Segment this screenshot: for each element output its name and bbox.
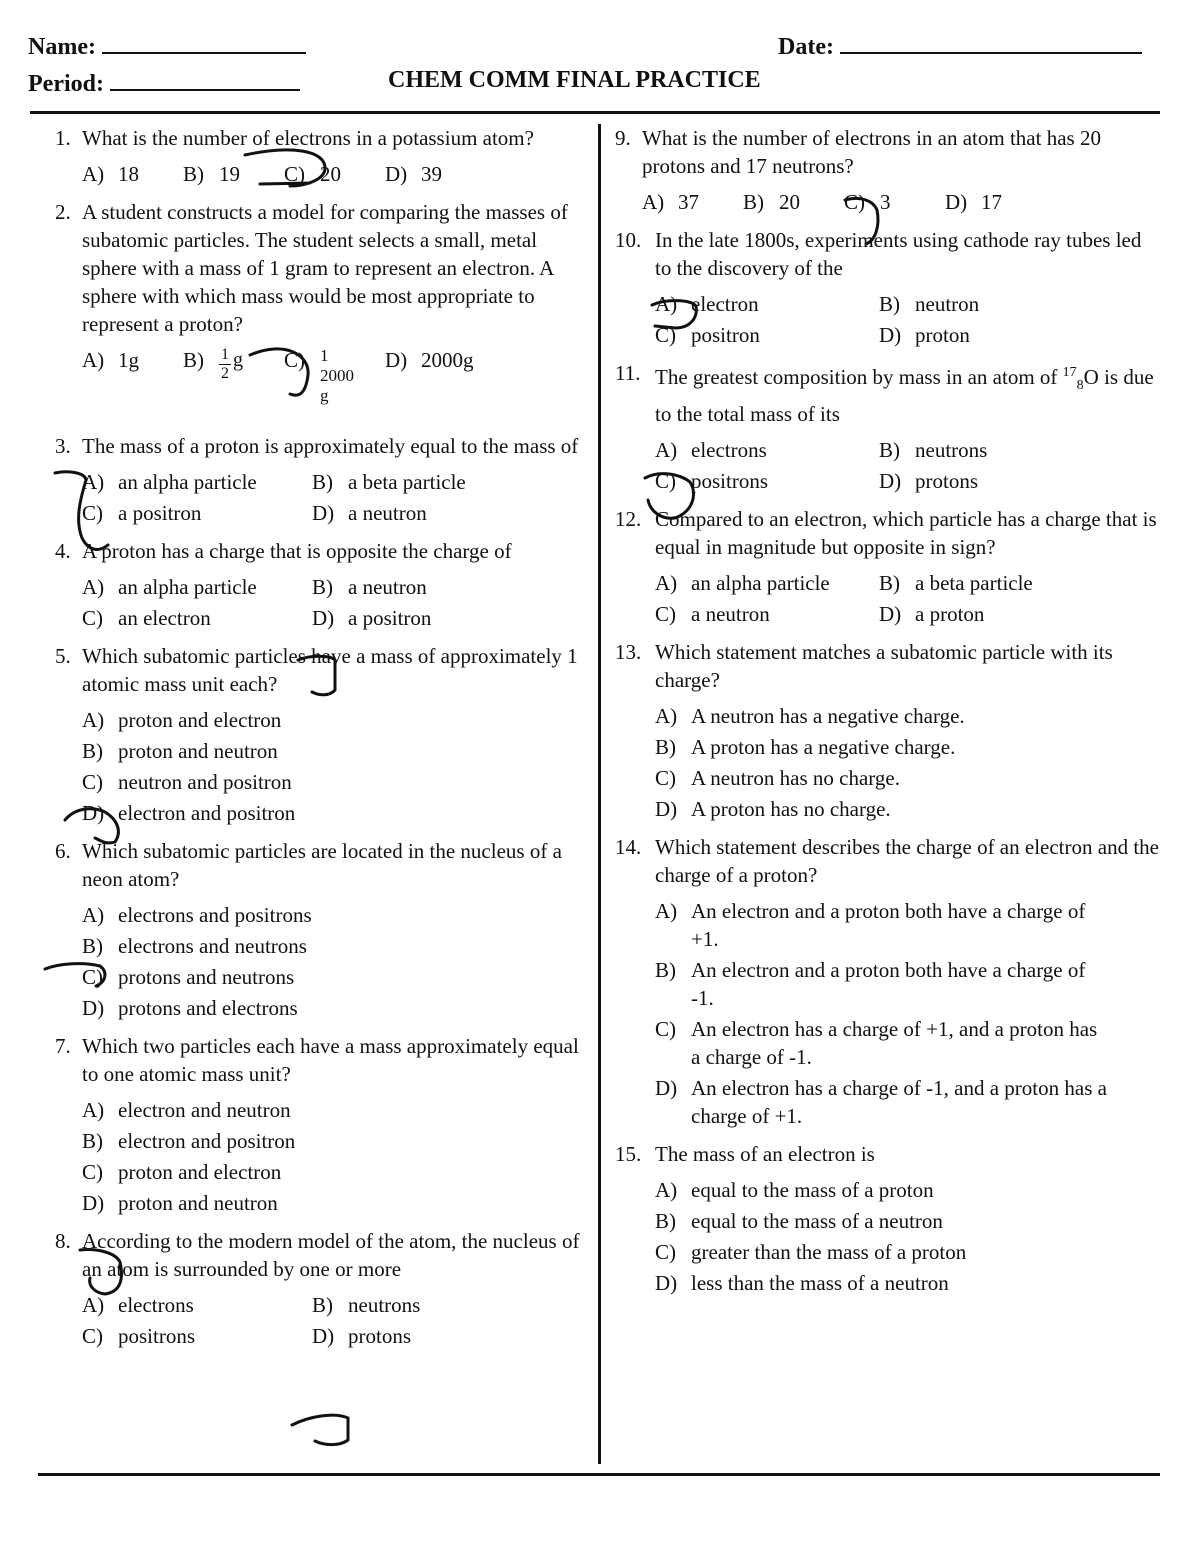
- option-text: a neutron: [691, 602, 770, 627]
- option-b[interactable]: [312, 468, 542, 496]
- option-text: electrons: [691, 438, 767, 463]
- option-letter: C): [655, 1017, 676, 1042]
- option-letter: A): [655, 571, 678, 596]
- option-text: 37: [678, 190, 699, 214]
- option-letter: B): [82, 1129, 103, 1153]
- option-text: proton and neutron: [118, 1191, 278, 1215]
- option-letter: A): [82, 1293, 105, 1317]
- option-letter: D): [312, 1324, 335, 1348]
- option-letter: B): [655, 1209, 676, 1234]
- question-number: 12.: [615, 507, 642, 532]
- option-a[interactable]: [82, 1096, 595, 1124]
- question-number: 13.: [615, 640, 642, 665]
- option-letter: B): [879, 438, 900, 463]
- option-text: An electron has a charge of -1, and a proton has a charge of +1.: [691, 1076, 1107, 1129]
- option-letter: D): [82, 801, 105, 825]
- question-number: 6.: [55, 839, 71, 863]
- option-text: An electron has a charge of +1, and a proton has a charge of -1.: [691, 1017, 1098, 1070]
- option-d[interactable]: [879, 321, 1103, 349]
- option-text: 3: [880, 190, 891, 214]
- option-text: equal to the mass of a neutron: [691, 1209, 943, 1234]
- option-text: a beta particle: [348, 470, 466, 494]
- option-letter: A): [82, 1098, 105, 1122]
- option-b[interactable]: [82, 1127, 595, 1155]
- option-letter: A): [82, 903, 105, 927]
- column-divider: [598, 124, 601, 1464]
- option-text: a neutron: [348, 501, 427, 525]
- option-d[interactable]: [655, 1074, 1110, 1130]
- option-text: 20: [320, 162, 341, 186]
- option-text: 1g: [118, 348, 139, 372]
- option-letter: D): [945, 190, 968, 214]
- option-a[interactable]: [82, 1291, 312, 1319]
- question-13: [615, 638, 1160, 823]
- question-stem: Which subatomic particles have a mass of approximately 1 atomic mass unit each?: [82, 644, 578, 696]
- option-letter: D): [82, 1191, 105, 1215]
- option-d[interactable]: [82, 994, 595, 1022]
- element-symbol: O: [1083, 365, 1099, 389]
- question-10: [615, 226, 1160, 349]
- option-c[interactable]: [655, 321, 879, 349]
- option-d[interactable]: [385, 346, 486, 422]
- option-letter: C): [655, 1240, 676, 1265]
- stem-text: The greatest composition by mass in an atom of: [655, 365, 1063, 389]
- option-text: a proton: [915, 602, 985, 627]
- question-1: [55, 124, 595, 188]
- option-letter: D): [312, 501, 335, 525]
- option-c[interactable]: [82, 1322, 312, 1350]
- option-b[interactable]: [879, 569, 1103, 597]
- date-line: [778, 30, 1142, 61]
- question-14: [615, 833, 1160, 1130]
- option-d[interactable]: [879, 600, 1103, 628]
- option-b[interactable]: [183, 160, 284, 188]
- option-text: neutron and positron: [118, 770, 292, 794]
- option-c[interactable]: [82, 768, 595, 796]
- option-d[interactable]: [82, 799, 595, 827]
- option-letter: A): [82, 708, 105, 732]
- option-b[interactable]: [312, 573, 542, 601]
- question-stem: Which subatomic particles are located in the nucleus of a neon atom?: [82, 839, 562, 891]
- option-b[interactable]: [183, 346, 284, 422]
- stem-text: is due to the total mass of its: [655, 365, 1154, 427]
- option-text: 17: [981, 190, 1002, 214]
- option-text: proton and electron: [118, 708, 282, 732]
- question-stem: What is the number of electrons in a potassium atom?: [82, 126, 534, 150]
- question-2: [55, 198, 595, 422]
- question-stem: The mass of an electron is: [655, 1142, 875, 1167]
- option-letter: D): [655, 1271, 678, 1296]
- option-letter: A): [655, 292, 678, 316]
- option-letter: D): [385, 348, 408, 372]
- question-number: 2.: [55, 200, 71, 224]
- option-letter: C): [82, 965, 103, 989]
- page-title: CHEM COMM FINAL PRACTICE: [388, 67, 761, 93]
- left-column: [55, 124, 595, 1360]
- header-divider: [30, 111, 1160, 114]
- option-c[interactable]: [284, 160, 385, 188]
- question-9: [615, 124, 1160, 216]
- option-letter: A): [82, 348, 105, 372]
- option-letter: D): [879, 602, 902, 627]
- fraction: [219, 346, 231, 383]
- question-stem: Compared to an electron, which particle has a charge that is equal in magnitude but opposite in sign?: [655, 507, 1157, 560]
- option-text: electrons and positrons: [118, 903, 312, 927]
- option-letter: C): [284, 162, 305, 186]
- option-c[interactable]: [82, 963, 595, 991]
- option-b[interactable]: [655, 733, 1160, 761]
- option-letter: D): [655, 1076, 678, 1101]
- option-c[interactable]: [82, 604, 312, 632]
- option-a[interactable]: [82, 346, 183, 422]
- option-letter: C): [844, 190, 865, 214]
- option-text: electron and positron: [118, 1129, 296, 1153]
- question-stem: In the late 1800s, experiments using cathode ray tubes led to the discovery of the: [655, 228, 1142, 280]
- option-text: A neutron has a negative charge.: [691, 704, 965, 729]
- option-letter: C): [655, 602, 676, 627]
- option-letter: B): [655, 958, 676, 983]
- option-b[interactable]: [655, 956, 1110, 1012]
- option-d[interactable]: [385, 160, 486, 188]
- option-text: 20: [779, 190, 800, 214]
- option-letter: B): [312, 1293, 333, 1317]
- option-a[interactable]: [82, 706, 595, 734]
- question-number: 15.: [615, 1142, 642, 1167]
- question-stem: Which two particles each have a mass approximately equal to one atomic mass unit?: [82, 1034, 579, 1086]
- period-label: Period:: [28, 71, 104, 97]
- option-text: neutron: [915, 292, 980, 316]
- fraction-denominator: 2: [221, 365, 229, 382]
- option-b[interactable]: [655, 1207, 1160, 1235]
- question-12: [615, 505, 1160, 628]
- date-field[interactable]: [840, 30, 1142, 54]
- question-number: 3.: [55, 434, 71, 458]
- name-label: Name:: [28, 34, 96, 60]
- option-text: an alpha particle: [691, 571, 830, 596]
- option-c[interactable]: [655, 1015, 1110, 1071]
- option-text: A proton has no charge.: [691, 797, 891, 822]
- option-text: a neutron: [348, 575, 427, 599]
- option-text: a positron: [348, 606, 432, 630]
- option-b[interactable]: [82, 737, 595, 765]
- option-letter: A): [655, 899, 678, 924]
- option-letter: B): [183, 348, 204, 372]
- option-letter: C): [284, 348, 305, 372]
- option-text: a beta particle: [915, 571, 1033, 596]
- question-8: [55, 1227, 595, 1350]
- option-c[interactable]: [284, 346, 385, 422]
- option-text: positrons: [118, 1324, 196, 1348]
- unit-label: g: [233, 349, 243, 371]
- question-5: [55, 642, 595, 827]
- option-letter: B): [879, 571, 900, 596]
- option-letter: A): [82, 575, 105, 599]
- option-b[interactable]: [743, 188, 844, 216]
- option-letter: A): [82, 470, 105, 494]
- option-a[interactable]: [642, 188, 743, 216]
- option-letter: A): [642, 190, 665, 214]
- option-text: 19: [219, 162, 240, 186]
- option-d[interactable]: [655, 1269, 1160, 1297]
- option-text: equal to the mass of a proton: [691, 1178, 934, 1203]
- option-c[interactable]: [82, 1158, 595, 1186]
- option-a[interactable]: [82, 573, 312, 601]
- option-letter: D): [312, 606, 335, 630]
- period-field[interactable]: [110, 67, 300, 91]
- pen-mark-q8: [292, 1415, 348, 1444]
- date-label: Date:: [778, 34, 834, 60]
- option-letter: D): [82, 996, 105, 1020]
- option-letter: A): [655, 438, 678, 463]
- option-text: positron: [691, 323, 760, 347]
- option-text: electron and positron: [118, 801, 296, 825]
- option-letter: D): [655, 797, 678, 822]
- option-letter: C): [655, 323, 676, 347]
- option-letter: C): [82, 606, 103, 630]
- option-a[interactable]: [655, 1176, 1160, 1204]
- option-d[interactable]: [879, 467, 1103, 495]
- question-6: [55, 837, 595, 1022]
- option-text: proton and electron: [118, 1160, 282, 1184]
- option-letter: C): [82, 770, 103, 794]
- option-text: 18: [118, 162, 139, 186]
- option-letter: B): [183, 162, 204, 186]
- question-stem: A proton has a charge that is opposite the charge of: [82, 539, 512, 563]
- option-text: An electron and a proton both have a charge of -1.: [691, 958, 1086, 1011]
- option-a[interactable]: [82, 160, 183, 188]
- footer-divider: [38, 1473, 1160, 1476]
- question-stem: A student constructs a model for comparing the masses of subatomic particles. The student selects a small, metal sphere with a mass of 1 gram to represent an electron. A sphere with which mass would be most appropriate to represent a proton?: [82, 200, 568, 336]
- right-column: [615, 124, 1160, 1307]
- option-text: greater than the mass of a proton: [691, 1240, 967, 1265]
- question-15: [615, 1140, 1160, 1297]
- question-number: 11.: [615, 361, 641, 385]
- question-7: [55, 1032, 595, 1217]
- option-text: electrons and neutrons: [118, 934, 307, 958]
- option-text: an electron: [118, 606, 211, 630]
- question-number: 9.: [615, 126, 631, 150]
- option-text: A neutron has no charge.: [691, 766, 900, 791]
- option-text: an alpha particle: [118, 470, 257, 494]
- option-letter: D): [385, 162, 408, 186]
- question-stem: Which statement matches a subatomic particle with its charge?: [655, 640, 1113, 693]
- option-d[interactable]: [312, 604, 542, 632]
- option-text: 39: [421, 162, 442, 186]
- question-number: 4.: [55, 539, 71, 563]
- question-number: 5.: [55, 644, 71, 668]
- question-number: 10.: [615, 228, 642, 252]
- question-number: 8.: [55, 1229, 71, 1253]
- option-text: electron and neutron: [118, 1098, 291, 1122]
- option-d[interactable]: [312, 1322, 542, 1350]
- option-text: proton: [915, 323, 970, 347]
- option-c[interactable]: [844, 188, 945, 216]
- option-a[interactable]: [655, 897, 1110, 953]
- option-a[interactable]: [655, 569, 879, 597]
- option-text: positrons: [691, 469, 769, 494]
- option-letter: C): [82, 1160, 103, 1184]
- option-letter: B): [82, 739, 103, 763]
- option-letter: A): [82, 162, 105, 186]
- option-letter: C): [82, 1324, 103, 1348]
- option-letter: C): [655, 766, 676, 791]
- option-text: electrons: [118, 1293, 194, 1317]
- option-c[interactable]: [655, 467, 879, 495]
- option-c[interactable]: [655, 600, 879, 628]
- option-a[interactable]: [655, 290, 879, 318]
- option-c[interactable]: [82, 499, 312, 527]
- fraction-numerator: 1: [320, 346, 329, 365]
- period-line: [28, 67, 300, 98]
- option-text: proton and neutron: [118, 739, 278, 763]
- question-4: [55, 537, 595, 632]
- option-text: less than the mass of a neutron: [691, 1271, 949, 1296]
- option-letter: B): [879, 292, 900, 316]
- option-text: protons and electrons: [118, 996, 298, 1020]
- option-d[interactable]: [312, 499, 542, 527]
- option-text: protons: [915, 469, 978, 494]
- option-a[interactable]: [655, 436, 879, 464]
- option-text: neutrons: [915, 438, 988, 463]
- option-a[interactable]: [82, 901, 595, 929]
- option-b[interactable]: [82, 932, 595, 960]
- option-letter: B): [312, 575, 333, 599]
- option-letter: C): [655, 469, 676, 494]
- option-text: electron: [691, 292, 759, 316]
- option-d[interactable]: [82, 1189, 595, 1217]
- question-stem: The mass of a proton is approximately equal to the mass of: [82, 434, 579, 458]
- option-letter: B): [655, 735, 676, 760]
- question-number: 1.: [55, 126, 71, 150]
- question-number: 14.: [615, 835, 642, 860]
- atomic-number: 8: [1076, 378, 1084, 394]
- option-d[interactable]: [655, 795, 1160, 823]
- option-text: protons: [348, 1324, 411, 1348]
- option-letter: A): [655, 704, 678, 729]
- question-stem: [655, 359, 1160, 428]
- option-a[interactable]: [82, 468, 312, 496]
- option-letter: B): [743, 190, 764, 214]
- option-letter: B): [82, 934, 103, 958]
- option-c[interactable]: [655, 764, 1160, 792]
- mass-number: 17: [1062, 365, 1077, 380]
- fraction-denominator: 2000: [320, 366, 354, 385]
- option-text: 2000g: [421, 348, 474, 372]
- unit-label: g: [320, 386, 329, 405]
- fraction-numerator: 1: [221, 346, 229, 363]
- question-11: [615, 359, 1160, 495]
- option-letter: A): [655, 1178, 678, 1203]
- option-c[interactable]: [655, 1238, 1160, 1266]
- option-text: An electron and a proton both have a charge of +1.: [691, 899, 1086, 952]
- option-text: an alpha particle: [118, 575, 257, 599]
- option-text: neutrons: [348, 1293, 421, 1317]
- question-3: [55, 432, 595, 527]
- option-b[interactable]: [879, 290, 1103, 318]
- option-text: protons and neutrons: [118, 965, 295, 989]
- question-stem: Which statement describes the charge of an electron and the charge of a proton?: [655, 835, 1159, 888]
- option-b[interactable]: [312, 1291, 542, 1319]
- option-letter: D): [879, 469, 902, 494]
- option-a[interactable]: [655, 702, 1160, 730]
- question-stem: According to the modern model of the atom, the nucleus of an atom is surrounded by one or more: [82, 1229, 580, 1281]
- question-number: 7.: [55, 1034, 71, 1058]
- option-text: A proton has a negative charge.: [691, 735, 956, 760]
- option-d[interactable]: [945, 188, 1046, 216]
- question-stem: What is the number of electrons in an atom that has 20 protons and 17 neutrons?: [642, 126, 1101, 178]
- name-line: [28, 30, 306, 61]
- option-letter: D): [879, 323, 902, 347]
- option-letter: B): [312, 470, 333, 494]
- option-b[interactable]: [879, 436, 1103, 464]
- option-letter: C): [82, 501, 103, 525]
- option-text: a positron: [118, 501, 202, 525]
- name-field[interactable]: [102, 30, 306, 54]
